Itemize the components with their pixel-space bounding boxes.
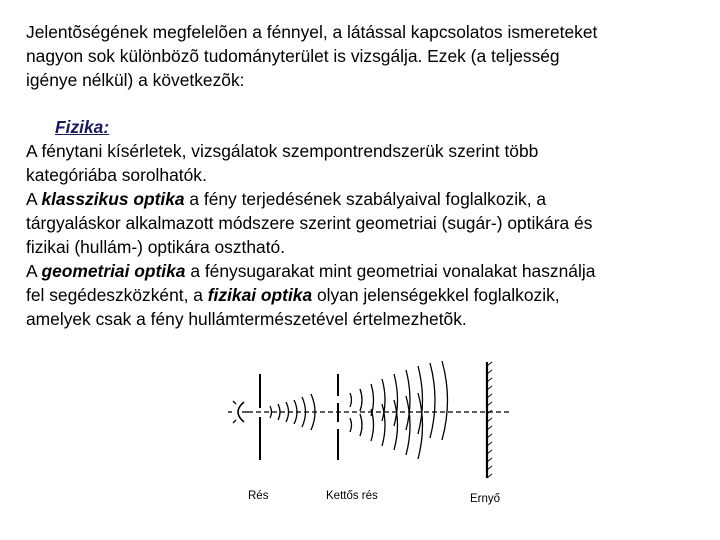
text-fragment: olyan jelenségekkel foglalkozik, <box>312 285 560 305</box>
double-slit-diagram <box>222 360 522 520</box>
physics-section <box>26 115 706 331</box>
physics-line <box>26 259 706 283</box>
term-classical-optics: klasszikus optika <box>41 189 185 209</box>
physics-line <box>26 187 706 211</box>
intro-line: Jelentõségének megfelelõen a fénnyel, a látással kapcsolatos ismereteket <box>26 22 598 42</box>
physics-line: fizikai (hullám-) optikára osztható. <box>26 237 286 257</box>
light-source-icon <box>228 401 248 423</box>
physics-line: tárgyaláskor alkalmazott módszere szerint geometriai (sugár-) optikára és <box>26 213 593 233</box>
text-fragment: A <box>26 189 42 209</box>
intro-line: nagyon sok különbözõ tudományterület is vizsgálja. Ezek (a teljesség <box>26 46 560 66</box>
physics-heading: Fizika: <box>55 117 110 137</box>
label-screen: Ernyő <box>470 493 501 505</box>
physics-line: amelyek csak a fény hullámtermészetével értelmezhetõk. <box>26 309 467 329</box>
text-fragment: A <box>26 261 42 281</box>
physics-line: kategóriába sorolhatók. <box>26 165 207 185</box>
term-geometric-optics: geometriai optika <box>41 261 186 281</box>
physics-heading-line <box>26 115 706 139</box>
text-fragment: a fény terjedésének szabályaival foglalkozik, a <box>184 189 547 209</box>
label-slit: Rés <box>248 490 269 502</box>
term-physical-optics: fizikai optika <box>207 285 313 305</box>
physics-line: A fénytani kísérletek, vizsgálatok szempontrendszerük szerint több <box>26 141 539 161</box>
label-double-slit: Kettős rés <box>326 490 378 502</box>
intro-paragraph <box>26 20 706 92</box>
text-fragment: a fénysugarakat mint geometriai vonalakat használja <box>185 261 596 281</box>
physics-line <box>26 283 706 307</box>
intro-line: igénye nélkül) a következõk: <box>26 70 245 90</box>
text-fragment: fel segédeszközként, a <box>26 285 208 305</box>
